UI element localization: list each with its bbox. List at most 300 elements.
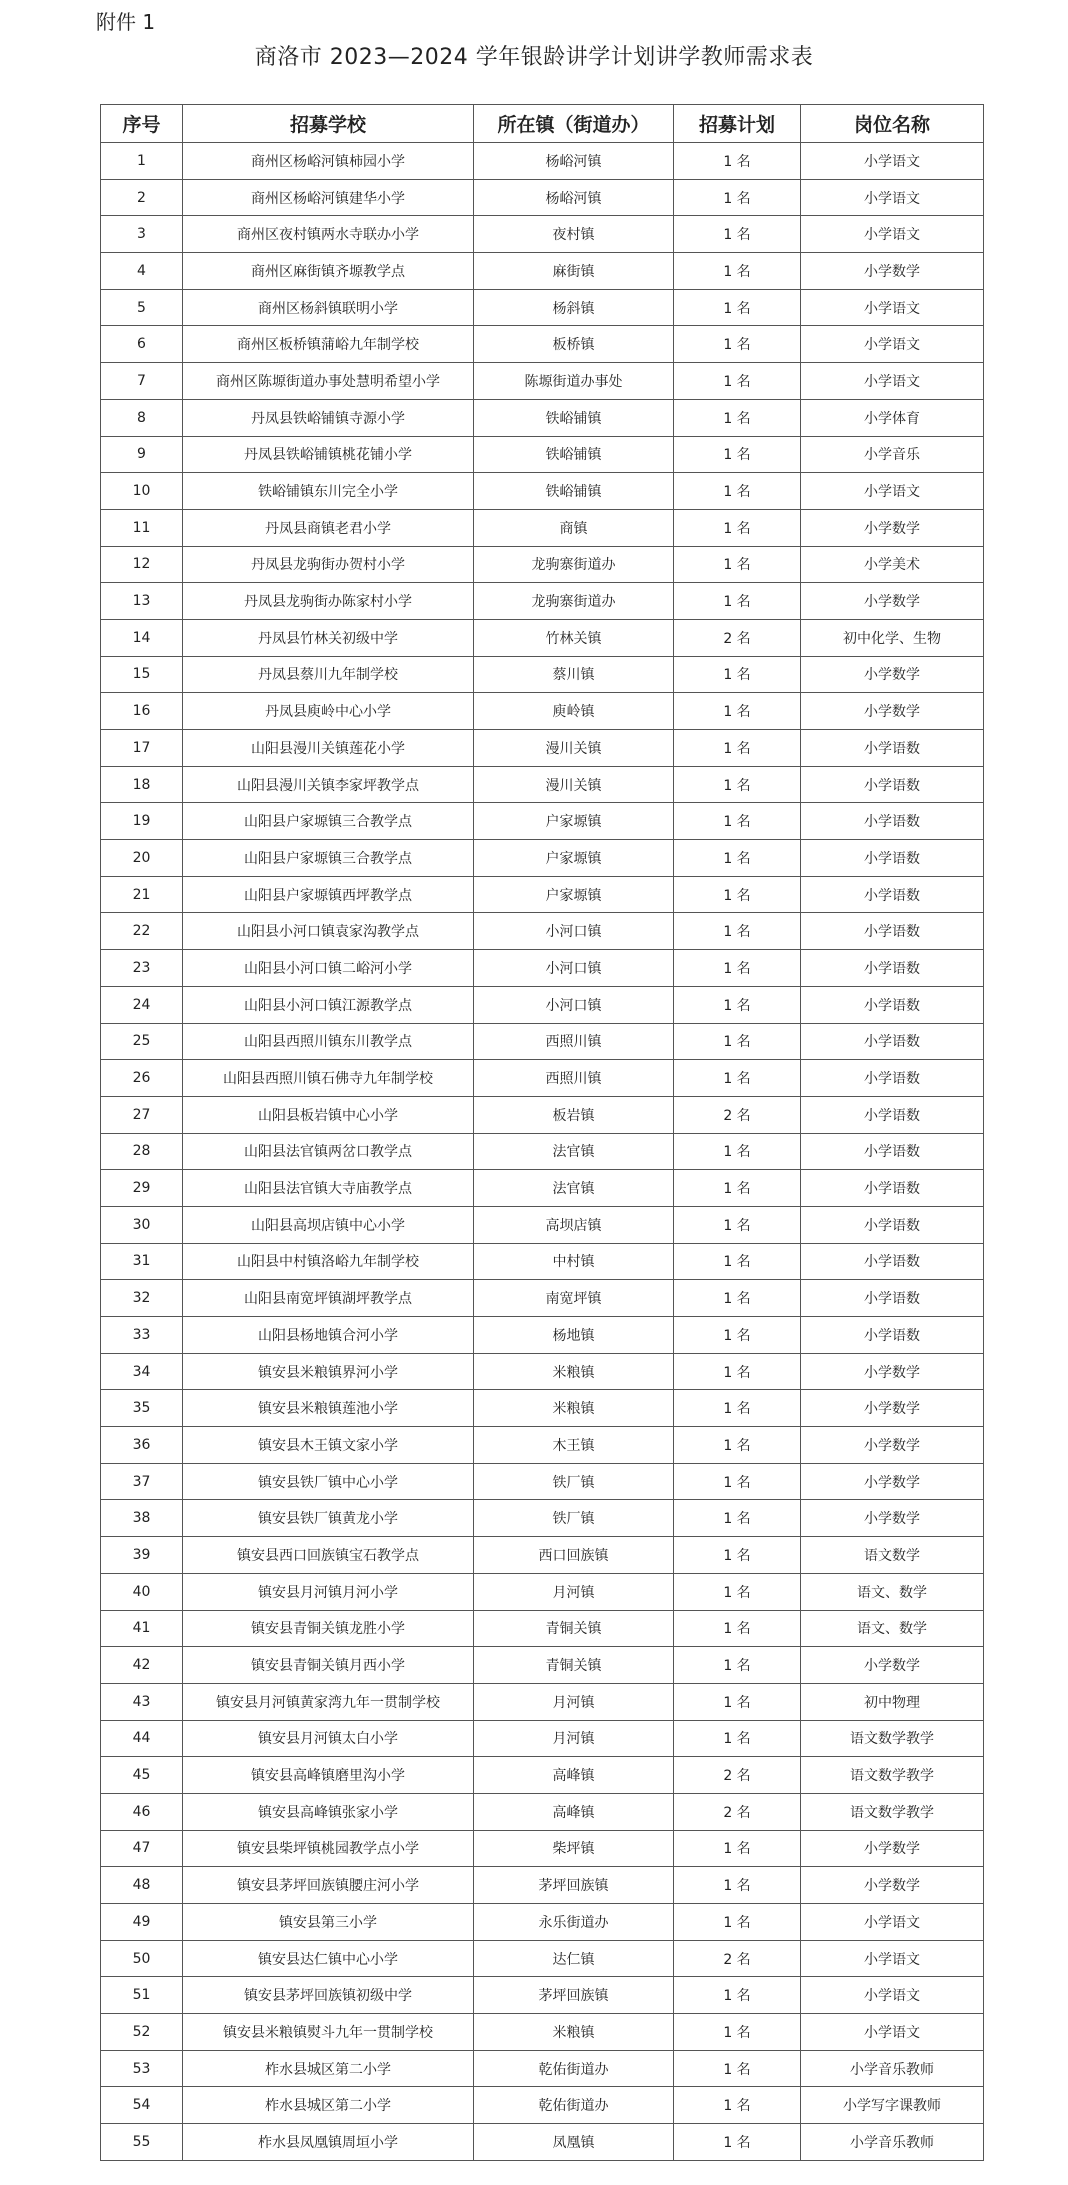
table-row (101, 363, 984, 400)
table-row (101, 950, 984, 987)
cell-plan: 2 名 (674, 1096, 801, 1133)
column-header-position: 岗位名称 (801, 105, 984, 143)
cell-position: 小学语数 (801, 1206, 984, 1243)
table-row (101, 1353, 984, 1390)
cell-school: 柞水县城区第二小学 (183, 2087, 474, 2124)
cell-index: 28 (101, 1133, 183, 1170)
table-row (101, 1060, 984, 1097)
cell-index: 30 (101, 1206, 183, 1243)
cell-school: 镇安县青铜关镇月西小学 (183, 1647, 474, 1684)
cell-school: 丹凤县蔡川九年制学校 (183, 656, 474, 693)
cell-position: 小学语数 (801, 1280, 984, 1317)
cell-plan: 1 名 (674, 1390, 801, 1427)
table-row (101, 2087, 984, 2124)
cell-plan: 1 名 (674, 1500, 801, 1537)
cell-town: 小河口镇 (474, 950, 674, 987)
table-row (101, 1793, 984, 1830)
column-header-plan: 招募计划 (674, 105, 801, 143)
cell-position: 小学语文 (801, 363, 984, 400)
cell-school: 镇安县柴坪镇桃园教学点小学 (183, 1830, 474, 1867)
cell-school: 镇安县米粮镇界河小学 (183, 1353, 474, 1390)
cell-position: 小学数学 (801, 253, 984, 290)
cell-town: 户家塬镇 (474, 803, 674, 840)
cell-town: 法官镇 (474, 1170, 674, 1207)
table-header-row (101, 105, 984, 143)
cell-school: 商州区板桥镇蒲峪九年制学校 (183, 326, 474, 363)
cell-town: 月河镇 (474, 1720, 674, 1757)
cell-position: 初中化学、生物 (801, 619, 984, 656)
cell-town: 户家塬镇 (474, 876, 674, 913)
table-row (101, 473, 984, 510)
cell-school: 山阳县西照川镇东川教学点 (183, 1023, 474, 1060)
cell-school: 山阳县户家塬镇西坪教学点 (183, 876, 474, 913)
cell-town: 乾佑街道办 (474, 2050, 674, 2087)
cell-index: 24 (101, 986, 183, 1023)
table-row (101, 1904, 984, 1941)
cell-index: 5 (101, 289, 183, 326)
table-row (101, 1683, 984, 1720)
cell-town: 法官镇 (474, 1133, 674, 1170)
cell-town: 乾佑街道办 (474, 2087, 674, 2124)
cell-school: 镇安县高峰镇张家小学 (183, 1793, 474, 1830)
cell-plan: 1 名 (674, 730, 801, 767)
table-row (101, 1096, 984, 1133)
cell-plan: 1 名 (674, 1647, 801, 1684)
cell-town: 高峰镇 (474, 1757, 674, 1794)
cell-school: 山阳县小河口镇二峪河小学 (183, 950, 474, 987)
table-row (101, 179, 984, 216)
cell-plan: 1 名 (674, 1427, 801, 1464)
table-row (101, 1500, 984, 1537)
cell-plan: 1 名 (674, 803, 801, 840)
cell-position: 小学数学 (801, 509, 984, 546)
table-row (101, 1573, 984, 1610)
cell-position: 小学数学 (801, 1500, 984, 1537)
cell-index: 12 (101, 546, 183, 583)
cell-plan: 1 名 (674, 1317, 801, 1354)
cell-index: 10 (101, 473, 183, 510)
cell-plan: 1 名 (674, 1573, 801, 1610)
cell-town: 板桥镇 (474, 326, 674, 363)
table-row (101, 1170, 984, 1207)
cell-school: 镇安县茅坪回族镇初级中学 (183, 1977, 474, 2014)
cell-town: 达仁镇 (474, 1940, 674, 1977)
cell-position: 小学语数 (801, 1317, 984, 1354)
cell-plan: 1 名 (674, 876, 801, 913)
cell-town: 米粮镇 (474, 2014, 674, 2051)
cell-index: 14 (101, 619, 183, 656)
cell-plan: 1 名 (674, 1977, 801, 2014)
cell-plan: 2 名 (674, 1940, 801, 1977)
table-row (101, 803, 984, 840)
cell-plan: 1 名 (674, 1610, 801, 1647)
cell-town: 茅坪回族镇 (474, 1977, 674, 2014)
table-row (101, 326, 984, 363)
cell-index: 15 (101, 656, 183, 693)
cell-town: 小河口镇 (474, 986, 674, 1023)
cell-town: 蔡川镇 (474, 656, 674, 693)
cell-school: 镇安县月河镇月河小学 (183, 1573, 474, 1610)
cell-plan: 1 名 (674, 1243, 801, 1280)
cell-index: 32 (101, 1280, 183, 1317)
table-row (101, 583, 984, 620)
cell-school: 山阳县板岩镇中心小学 (183, 1096, 474, 1133)
table-row (101, 1867, 984, 1904)
cell-plan: 1 名 (674, 2014, 801, 2051)
cell-index: 55 (101, 2124, 183, 2161)
cell-town: 木王镇 (474, 1427, 674, 1464)
cell-school: 山阳县小河口镇江源教学点 (183, 986, 474, 1023)
table-row (101, 436, 984, 473)
table-row (101, 289, 984, 326)
cell-school: 丹凤县商镇老君小学 (183, 509, 474, 546)
cell-index: 35 (101, 1390, 183, 1427)
cell-town: 杨斜镇 (474, 289, 674, 326)
cell-index: 42 (101, 1647, 183, 1684)
cell-town: 中村镇 (474, 1243, 674, 1280)
cell-index: 26 (101, 1060, 183, 1097)
cell-plan: 1 名 (674, 583, 801, 620)
cell-plan: 2 名 (674, 619, 801, 656)
cell-town: 竹林关镇 (474, 619, 674, 656)
table-row (101, 840, 984, 877)
cell-school: 镇安县木王镇文家小学 (183, 1427, 474, 1464)
cell-position: 小学语文 (801, 473, 984, 510)
cell-town: 高坝店镇 (474, 1206, 674, 1243)
cell-position: 小学数学 (801, 1353, 984, 1390)
cell-position: 语文数学 (801, 1537, 984, 1574)
cell-plan: 1 名 (674, 1133, 801, 1170)
cell-school: 丹凤县竹林关初级中学 (183, 619, 474, 656)
cell-school: 山阳县漫川关镇李家坪教学点 (183, 766, 474, 803)
cell-school: 镇安县月河镇黄家湾九年一贯制学校 (183, 1683, 474, 1720)
cell-school: 丹凤县铁峪铺镇桃花铺小学 (183, 436, 474, 473)
column-header-index: 序号 (101, 105, 183, 143)
cell-plan: 1 名 (674, 2124, 801, 2161)
cell-plan: 1 名 (674, 840, 801, 877)
cell-town: 铁峪铺镇 (474, 436, 674, 473)
cell-school: 铁峪铺镇东川完全小学 (183, 473, 474, 510)
cell-school: 镇安县青铜关镇龙胜小学 (183, 1610, 474, 1647)
cell-school: 镇安县月河镇太白小学 (183, 1720, 474, 1757)
cell-plan: 1 名 (674, 1830, 801, 1867)
cell-plan: 1 名 (674, 509, 801, 546)
cell-town: 铁峪铺镇 (474, 473, 674, 510)
cell-position: 小学语文 (801, 2014, 984, 2051)
cell-index: 52 (101, 2014, 183, 2051)
cell-index: 29 (101, 1170, 183, 1207)
table-row (101, 509, 984, 546)
cell-position: 语文数学教学 (801, 1757, 984, 1794)
cell-plan: 1 名 (674, 1720, 801, 1757)
table-row (101, 730, 984, 767)
table-row (101, 1940, 984, 1977)
cell-plan: 2 名 (674, 1793, 801, 1830)
cell-index: 43 (101, 1683, 183, 1720)
cell-town: 月河镇 (474, 1573, 674, 1610)
cell-index: 2 (101, 179, 183, 216)
cell-index: 19 (101, 803, 183, 840)
table-row (101, 399, 984, 436)
cell-town: 米粮镇 (474, 1353, 674, 1390)
cell-school: 山阳县杨地镇合河小学 (183, 1317, 474, 1354)
cell-town: 杨地镇 (474, 1317, 674, 1354)
table-row (101, 876, 984, 913)
cell-plan: 1 名 (674, 950, 801, 987)
column-header-town: 所在镇（街道办） (474, 105, 674, 143)
cell-index: 47 (101, 1830, 183, 1867)
cell-town: 龙驹寨街道办 (474, 583, 674, 620)
table-row (101, 693, 984, 730)
cell-index: 22 (101, 913, 183, 950)
table-row (101, 253, 984, 290)
cell-index: 8 (101, 399, 183, 436)
cell-school: 镇安县达仁镇中心小学 (183, 1940, 474, 1977)
cell-town: 凤凰镇 (474, 2124, 674, 2161)
cell-town: 永乐街道办 (474, 1904, 674, 1941)
cell-position: 小学音乐教师 (801, 2050, 984, 2087)
cell-school: 山阳县南宽坪镇湖坪教学点 (183, 1280, 474, 1317)
cell-position: 语文数学教学 (801, 1793, 984, 1830)
cell-index: 6 (101, 326, 183, 363)
cell-school: 丹凤县龙驹街办贺村小学 (183, 546, 474, 583)
cell-position: 小学语数 (801, 766, 984, 803)
cell-plan: 1 名 (674, 766, 801, 803)
cell-plan: 1 名 (674, 216, 801, 253)
cell-index: 16 (101, 693, 183, 730)
cell-town: 漫川关镇 (474, 730, 674, 767)
cell-position: 小学语文 (801, 179, 984, 216)
cell-plan: 1 名 (674, 1353, 801, 1390)
cell-school: 商州区杨斜镇联明小学 (183, 289, 474, 326)
cell-plan: 1 名 (674, 1683, 801, 1720)
cell-plan: 2 名 (674, 1757, 801, 1794)
cell-town: 小河口镇 (474, 913, 674, 950)
cell-position: 小学语数 (801, 1023, 984, 1060)
cell-school: 山阳县户家塬镇三合教学点 (183, 803, 474, 840)
cell-school: 山阳县户家塬镇三合教学点 (183, 840, 474, 877)
cell-school: 山阳县法官镇两岔口教学点 (183, 1133, 474, 1170)
cell-index: 11 (101, 509, 183, 546)
cell-position: 小学音乐教师 (801, 2124, 984, 2161)
cell-town: 月河镇 (474, 1683, 674, 1720)
cell-plan: 1 名 (674, 179, 801, 216)
cell-index: 4 (101, 253, 183, 290)
cell-town: 高峰镇 (474, 1793, 674, 1830)
cell-index: 17 (101, 730, 183, 767)
table-row (101, 2124, 984, 2161)
cell-town: 户家塬镇 (474, 840, 674, 877)
cell-plan: 1 名 (674, 1023, 801, 1060)
table-row (101, 1133, 984, 1170)
cell-town: 陈塬街道办事处 (474, 363, 674, 400)
cell-town: 茅坪回族镇 (474, 1867, 674, 1904)
cell-town: 南宽坪镇 (474, 1280, 674, 1317)
column-header-school: 招募学校 (183, 105, 474, 143)
cell-index: 25 (101, 1023, 183, 1060)
cell-plan: 1 名 (674, 546, 801, 583)
cell-position: 小学语文 (801, 1977, 984, 2014)
page-title: 商洛市 2023—2024 学年银龄讲学计划讲学教师需求表 (254, 45, 814, 70)
cell-position: 小学语数 (801, 986, 984, 1023)
cell-school: 商州区杨峪河镇建华小学 (183, 179, 474, 216)
cell-town: 柴坪镇 (474, 1830, 674, 1867)
cell-position: 小学写字课教师 (801, 2087, 984, 2124)
table-row (101, 1720, 984, 1757)
table-row (101, 1243, 984, 1280)
table-row (101, 1023, 984, 1060)
cell-town: 铁峪铺镇 (474, 399, 674, 436)
cell-town: 铁厂镇 (474, 1500, 674, 1537)
cell-position: 小学语文 (801, 1904, 984, 1941)
table-row (101, 1206, 984, 1243)
cell-town: 杨峪河镇 (474, 143, 674, 180)
cell-plan: 1 名 (674, 253, 801, 290)
cell-plan: 1 名 (674, 473, 801, 510)
cell-position: 小学语数 (801, 876, 984, 913)
cell-position: 小学体育 (801, 399, 984, 436)
table-row (101, 766, 984, 803)
cell-school: 丹凤县铁峪铺镇寺源小学 (183, 399, 474, 436)
table-row (101, 1280, 984, 1317)
cell-index: 48 (101, 1867, 183, 1904)
cell-school: 山阳县西照川镇石佛寺九年制学校 (183, 1060, 474, 1097)
cell-school: 镇安县高峰镇磨里沟小学 (183, 1757, 474, 1794)
cell-index: 1 (101, 143, 183, 180)
cell-school: 镇安县第三小学 (183, 1904, 474, 1941)
cell-town: 板岩镇 (474, 1096, 674, 1133)
cell-school: 山阳县漫川关镇莲花小学 (183, 730, 474, 767)
cell-plan: 1 名 (674, 693, 801, 730)
cell-index: 45 (101, 1757, 183, 1794)
cell-school: 镇安县米粮镇熨斗九年一贯制学校 (183, 2014, 474, 2051)
cell-town: 西照川镇 (474, 1023, 674, 1060)
cell-plan: 1 名 (674, 1537, 801, 1574)
cell-position: 小学数学 (801, 1867, 984, 1904)
cell-index: 36 (101, 1427, 183, 1464)
cell-index: 41 (101, 1610, 183, 1647)
cell-index: 20 (101, 840, 183, 877)
cell-index: 9 (101, 436, 183, 473)
cell-town: 商镇 (474, 509, 674, 546)
cell-plan: 1 名 (674, 913, 801, 950)
cell-town: 西照川镇 (474, 1060, 674, 1097)
cell-school: 山阳县高坝店镇中心小学 (183, 1206, 474, 1243)
cell-index: 53 (101, 2050, 183, 2087)
cell-position: 语文、数学 (801, 1573, 984, 1610)
table-row (101, 216, 984, 253)
cell-plan: 1 名 (674, 1280, 801, 1317)
cell-school: 镇安县米粮镇莲池小学 (183, 1390, 474, 1427)
table-row (101, 2014, 984, 2051)
cell-plan: 1 名 (674, 1867, 801, 1904)
table-row (101, 913, 984, 950)
cell-plan: 1 名 (674, 1206, 801, 1243)
cell-index: 13 (101, 583, 183, 620)
cell-position: 小学数学 (801, 656, 984, 693)
cell-position: 小学数学 (801, 1390, 984, 1427)
cell-school: 镇安县西口回族镇宝石教学点 (183, 1537, 474, 1574)
cell-position: 小学语数 (801, 730, 984, 767)
cell-index: 27 (101, 1096, 183, 1133)
cell-town: 龙驹寨街道办 (474, 546, 674, 583)
table-row (101, 1977, 984, 2014)
cell-school: 丹凤县龙驹街办陈家村小学 (183, 583, 474, 620)
cell-position: 小学数学 (801, 693, 984, 730)
cell-index: 7 (101, 363, 183, 400)
table-body (101, 143, 984, 2161)
cell-position: 语文数学教学 (801, 1720, 984, 1757)
cell-position: 小学语数 (801, 1170, 984, 1207)
cell-school: 镇安县茅坪回族镇腰庄河小学 (183, 1867, 474, 1904)
cell-plan: 1 名 (674, 1060, 801, 1097)
cell-index: 33 (101, 1317, 183, 1354)
cell-index: 46 (101, 1793, 183, 1830)
cell-town: 青铜关镇 (474, 1610, 674, 1647)
table-row (101, 656, 984, 693)
cell-index: 39 (101, 1537, 183, 1574)
cell-plan: 1 名 (674, 1904, 801, 1941)
cell-town: 麻街镇 (474, 253, 674, 290)
cell-index: 23 (101, 950, 183, 987)
table-row (101, 1463, 984, 1500)
cell-school: 镇安县铁厂镇黄龙小学 (183, 1500, 474, 1537)
attachment-label: 附件 1 (96, 10, 156, 34)
cell-town: 庾岭镇 (474, 693, 674, 730)
cell-index: 40 (101, 1573, 183, 1610)
cell-school: 柞水县城区第二小学 (183, 2050, 474, 2087)
cell-position: 小学音乐 (801, 436, 984, 473)
cell-position: 小学语文 (801, 216, 984, 253)
cell-plan: 1 名 (674, 436, 801, 473)
cell-position: 小学语数 (801, 950, 984, 987)
cell-index: 21 (101, 876, 183, 913)
cell-position: 小学语文 (801, 326, 984, 363)
cell-town: 米粮镇 (474, 1390, 674, 1427)
cell-position: 小学语文 (801, 143, 984, 180)
cell-school: 商州区麻街镇齐塬教学点 (183, 253, 474, 290)
cell-school: 镇安县铁厂镇中心小学 (183, 1463, 474, 1500)
cell-position: 小学数学 (801, 1647, 984, 1684)
cell-school: 商州区夜村镇两水寺联办小学 (183, 216, 474, 253)
cell-plan: 1 名 (674, 986, 801, 1023)
table-row (101, 1427, 984, 1464)
table-row (101, 1537, 984, 1574)
table-row (101, 1830, 984, 1867)
cell-plan: 1 名 (674, 1170, 801, 1207)
cell-position: 小学语数 (801, 1133, 984, 1170)
cell-position: 小学数学 (801, 1463, 984, 1500)
teacher-demand-table (100, 104, 984, 2161)
table-row (101, 1390, 984, 1427)
table-row (101, 1647, 984, 1684)
cell-town: 夜村镇 (474, 216, 674, 253)
cell-position: 小学数学 (801, 1427, 984, 1464)
cell-index: 49 (101, 1904, 183, 1941)
table-row (101, 1610, 984, 1647)
cell-index: 38 (101, 1500, 183, 1537)
cell-position: 语文、数学 (801, 1610, 984, 1647)
cell-plan: 1 名 (674, 656, 801, 693)
table-row (101, 619, 984, 656)
cell-plan: 1 名 (674, 326, 801, 363)
cell-town: 漫川关镇 (474, 766, 674, 803)
cell-position: 小学语数 (801, 803, 984, 840)
cell-position: 小学语文 (801, 1940, 984, 1977)
cell-index: 3 (101, 216, 183, 253)
cell-position: 小学数学 (801, 583, 984, 620)
table-row (101, 1317, 984, 1354)
